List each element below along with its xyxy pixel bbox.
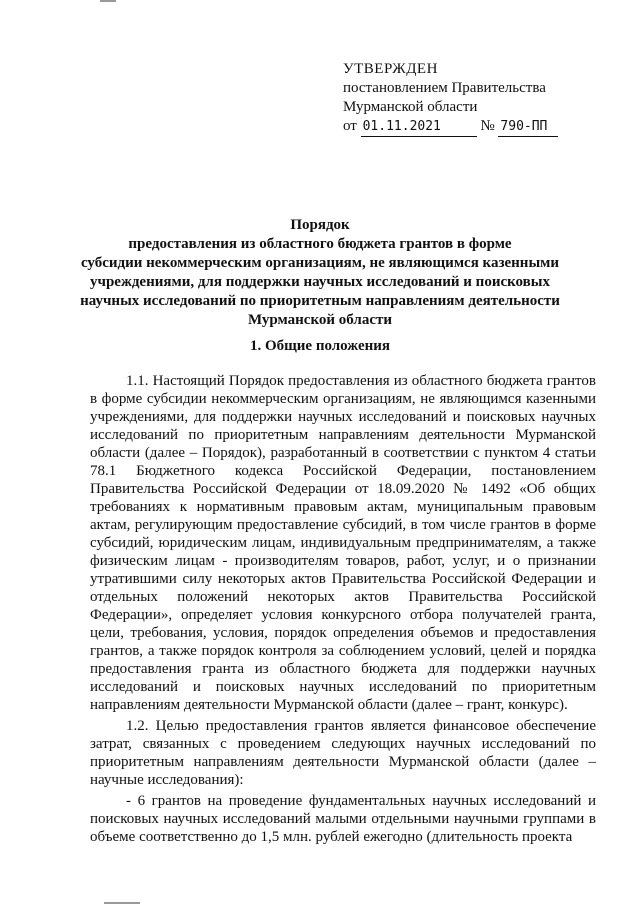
title-line: субсидии некоммерческим организациям, не являющимся казенными — [80, 255, 560, 271]
approval-number: 790-ПП — [498, 117, 558, 137]
paragraph-list-item: - 6 грантов на проведение фундаментальных научных исследований и поисковых научных исследований малыми отдельными научными группами в объеме соответственно до 1,5 млн. рублей ежегодно (длительность проекта — [90, 793, 596, 845]
approval-date: 01.11.2021 — [361, 117, 477, 137]
section-heading: 1. Общие положения — [249, 338, 391, 354]
scan-artifact-bottom — [104, 902, 140, 904]
paragraph-1-2: 1.2. Целью предоставления грантов является финансовое обеспечение затрат, связанных с проведением следующих научных исследований по приоритетным направлениям деятельности Мурманской области (далее – научные исследования): — [90, 718, 596, 788]
approval-date-line — [343, 117, 603, 137]
document-title — [60, 216, 580, 330]
scan-artifact-top — [100, 0, 116, 2]
title-line: научных исследований по приоритетным направлениям деятельности — [80, 293, 560, 309]
approval-line-2: Мурманской области — [343, 99, 478, 115]
title-line: Порядок — [290, 217, 350, 233]
approval-from-label: от — [343, 118, 357, 134]
title-line: учреждениями, для поддержки научных исследований и поисковых — [90, 274, 550, 290]
document-body — [90, 372, 596, 849]
approval-number-label: № — [480, 118, 495, 134]
approval-stamp — [343, 60, 603, 137]
title-line: предоставления из областного бюджета грантов в форме — [128, 236, 512, 252]
approval-line-1: постановлением Правительства — [343, 80, 546, 96]
approval-title: УТВЕРЖДЕН — [343, 61, 438, 77]
paragraph-1-1: 1.1. Настоящий Порядок предоставления из областного бюджета грантов в форме субсидии некоммерческим организациям, не являющимся казенными учреждениями, для поддержки научных исследований и поисковых научных исследований по приоритетным направлениям деятельности Мурманской области (далее – Порядок), разработанный в соответствии с пунктом 4 статьи 78.1 Бюджетного кодекса Российской Федерации, постановлением Правительства Российской Федерации от 18.09.2020 № 1492 «Об общих требованиях к нормативным правовым актам, муниципальным правовым актам, регулирующим предоставление субсидий, в том числе грантов в форме субсидий, юридическим лицам, индивидуальным предпринимателям, а также физическим лицам - производителям товаров, работ, услуг, и о признании утратившими силу некоторых актов Правительства Российской Федерации и отдельных положений некоторых актов Правительства Российской Федерации», определяет условия конкурсного отбора получателей гранта, цели, требования, условия, порядок определения объемов и предоставления грантов, а также порядок контроля за соблюдением условий, целей и порядка предоставления гранта из областного бюджета для поддержки научных исследований и поисковых научных исследований по приоритетным направлениям деятельности Мурманской области (далее – грант, конкурс). — [90, 373, 596, 713]
title-line: Мурманской области — [247, 312, 393, 328]
